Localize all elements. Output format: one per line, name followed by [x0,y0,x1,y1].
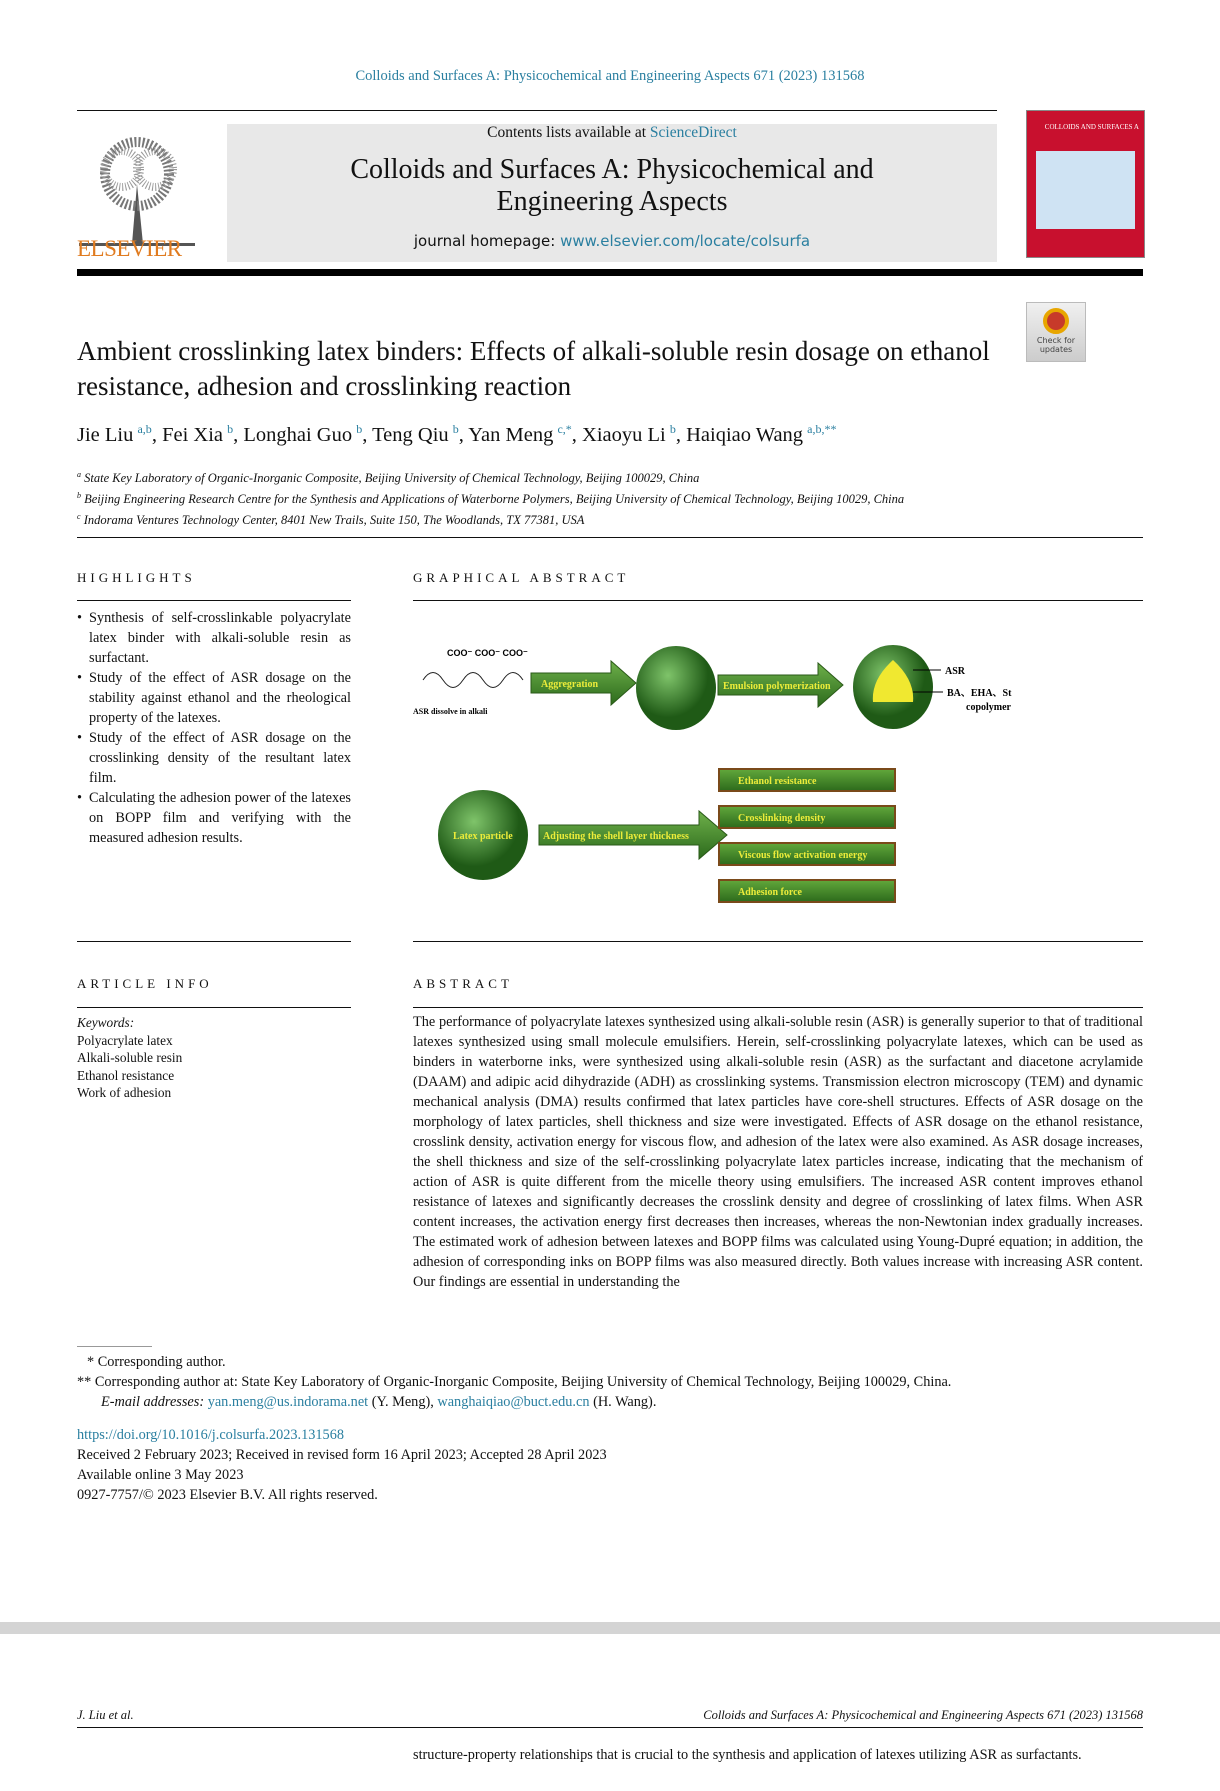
header-bar [77,269,1143,276]
abstract-text: The performance of polyacrylate latexes synthesized using alkali-soluble resin (ASR) is generally superior to that of traditional latexes synthesized using small molecule emulsifiers. Herein, self-crosslinking polyacrylate latexes, which can be used as binders in waterborne inks, were synthesized using alkali-soluble resin (ASR) as the surfactant and diacetone acrylamide (DAAM) and adipic acid dihydrazide (ADH) as crosslinking systems. Transmission electron microscopy (TEM) and dynamic mechanical analysis (DMA) results confirmed that latex particles have core-shell structures. Effects of ASR dosage on the morphology of latex particles, shell thickness and size were investigated. Effects of ASR dosage on the ethanol resistance, crosslink density, activation energy for viscous flow, and adhesion of the latex were also examined. As ASR dosage increases, the shell thickness and size of the self-crosslinking polyacrylate latex particles increase, indicating that the mechanism of action of ASR is quite different from the micelle theory using emulsifiers. The increased ASR content improves ethanol resistance of latexes and significantly decreases the crosslink density and degree of crosslinking of latex films. When ASR content increases, the activation energy first decreases then increases, whereas the non-Newtonian index gradually increases. The estimated work of adhesion between latexes and BOPP films was calculated using Young-Dupré equation; in addition, the adhesion of corresponding inks on BOPP films was also measured directly. Both values increase with increasing ASR content. Our findings are essential in understanding the [413,1014,1143,1290]
running-head[interactable]: Colloids and Surfaces A: Physicochemical and Engineering Aspects 671 (2023) 131568 [355,68,865,84]
publication-info [77,1425,607,1505]
author-affiliation-mark[interactable]: b [452,422,459,436]
author-affiliation-mark[interactable]: a,b,** [807,422,837,436]
divider [413,941,1143,942]
author: Fei Xia $^b$, [162,422,244,446]
highlights-list [77,608,351,848]
footnote-divider [77,1346,152,1347]
keywords [77,1014,182,1102]
highlight-item: • Study of the effect of ASR dosage on the crosslinking density of the resultant latex film. [77,728,351,788]
divider [413,1007,1143,1008]
keywords-label: Keywords: [77,1015,135,1030]
effect-box: Adhesion force [718,879,896,903]
graphical-abstract-heading: GRAPHICAL ABSTRACT [413,570,630,585]
highlight-item: • Calculating the adhesion power of the latexes on BOPP film and verifying with the measured adhesion results. [77,788,351,848]
email-label: E-mail addresses: [101,1394,208,1410]
effect-box: Crosslinking density [718,805,896,829]
emulsion-label: Emulsion polymerization [723,681,831,692]
author-affiliation-mark[interactable]: b [227,422,234,436]
keyword: Alkali-soluble resin [77,1050,183,1065]
journal-title: Colloids and Surfaces A: Physicochemical and Engineering Aspects [350,154,874,217]
highlights-heading: HIGHLIGHTS [77,570,196,585]
core-label: BA、EHA、St [947,688,1012,699]
footnotes: * Corresponding author. ** Corresponding author at: State Key Laboratory of Organic-Inorganic Composite, Beijing University of Chemical Technology, Beijing 100029, China. E-mail addresses: yan.meng@us.indorama.net (Y. Meng), wanghaiqiao@buct.edu.cn (H. Wang). [77,1354,952,1410]
author: Xiaoyu Li $^b$, [582,422,687,446]
latex-particle-label: Latex particle [453,831,513,842]
journal-cover[interactable] [1026,110,1145,258]
online-date: Available online 3 May 2023 [77,1467,244,1483]
author: Longhai Guo $^b$, [243,422,373,446]
author: Jie Liu $^{a,b}$, [77,422,163,446]
received-dates: Received 2 February 2023; Received in revised form 16 April 2023; Accepted 28 April 2023 [77,1447,607,1463]
shell-label: ASR [945,666,966,677]
keyword: Ethanol resistance [77,1067,175,1083]
divider [77,110,997,111]
author-affiliation-mark[interactable]: b [356,422,363,436]
email-link[interactable]: yan.meng@us.indorama.net [207,1394,369,1410]
abstract-heading: ABSTRACT [413,976,513,991]
page-separator [0,1622,1220,1634]
author: Haiqiao Wang $^{a,b,**}$ [686,422,837,446]
highlight-item: • Synthesis of self-crosslinkable polyacrylate latex binder with alkali-soluble resin as surfactant. [77,608,351,668]
highlight-item: • Study of the effect of ASR dosage on the stability against ethanol and the rheological property of the latexes. [77,668,351,728]
asr-dissolve-label: ASR dissolve in alkali [413,707,488,716]
divider [77,600,351,601]
affiliations [77,466,904,529]
article-info-heading: ARTICLE INFO [77,976,213,991]
author-list [77,422,837,447]
author: Yan Meng $^{c,*}$, [468,422,583,446]
core-label-2: copolymer [966,702,1011,713]
footnote: ** Corresponding author at: State Key Laboratory of Organic-Inorganic Composite, Beijing University of Chemical Technology, Beijing 100029, China. [77,1374,952,1390]
keyword: Polyacrylate latex [77,1032,173,1048]
author: Teng Qiu $^b$, [372,422,469,446]
divider [77,537,1143,538]
divider [77,1007,351,1008]
author-affiliation-mark[interactable]: c,* [557,422,572,436]
keyword: Work of adhesion [77,1085,172,1100]
affiliation: $^c$ Indorama Ventures Technology Center, 8401 New Trails, Suite 150, The Woodlands, TX 77381, USA [77,512,585,528]
contents-label: Contents lists available at [487,124,650,141]
check-updates-icon [1043,308,1069,334]
divider [77,1727,1143,1728]
abstract-continued: structure-property relationships that is crucial to the synthesis and application of latexes utilizing ASR as surfactants. [413,1747,1082,1763]
check-updates-label: Check for updates [1036,336,1076,354]
author-affiliation-mark[interactable]: b [669,422,676,436]
graphical-abstract-figure [413,630,1033,920]
page-header-left: J. Liu et al. [77,1708,134,1722]
article-title: Ambient crosslinking latex binders: Effects of alkali-soluble resin dosage on ethanol resistance, adhesion and crosslinking reaction [77,336,990,401]
email-link[interactable]: wanghaiqiao@buct.edu.cn [437,1394,590,1410]
affiliation: $^b$ Beijing Engineering Research Centre for the Synthesis and Applications of Waterborne Polymers, Beijing University of Chemical Technology, Beijing 10029, China [77,491,905,507]
coo-label: COO⁻ COO⁻ COO⁻ [447,648,528,658]
affiliation: $^a$ State Key Laboratory of Organic-Inorganic Composite, Beijing University of Chemical Technology, Beijing 100029, China [77,470,700,486]
journal-banner [227,124,997,262]
polymer-chain-icon [423,673,523,688]
publisher-logo-text: ELSEVIER [77,236,182,261]
check-for-updates-button[interactable] [1026,302,1086,362]
adjusting-label: Adjusting the shell layer thickness [543,831,689,842]
micelle-icon [636,646,716,730]
footnote: * Corresponding author. [87,1354,226,1370]
author-affiliation-mark[interactable]: a,b [137,422,152,436]
aggregation-label: Aggregration [541,679,599,690]
cover-title: COLLOIDS AND SURFACES A [1044,123,1139,131]
effect-box: Viscous flow activation energy [718,842,896,866]
doi-link[interactable]: https://doi.org/10.1016/j.colsurfa.2023.131568 [77,1427,344,1443]
homepage-label: journal homepage: [413,232,561,250]
sciencedirect-link[interactable]: ScienceDirect [649,124,737,141]
divider [77,941,351,942]
divider [413,600,1143,601]
homepage-link[interactable]: www.elsevier.com/locate/colsurfa [560,232,811,250]
copyright: 0927-7757/© 2023 Elsevier B.V. All rights reserved. [77,1487,378,1503]
effect-box: Ethanol resistance [718,768,896,792]
page-header-right: Colloids and Surfaces A: Physicochemical and Engineering Aspects 671 (2023) 131568 [703,1708,1143,1722]
